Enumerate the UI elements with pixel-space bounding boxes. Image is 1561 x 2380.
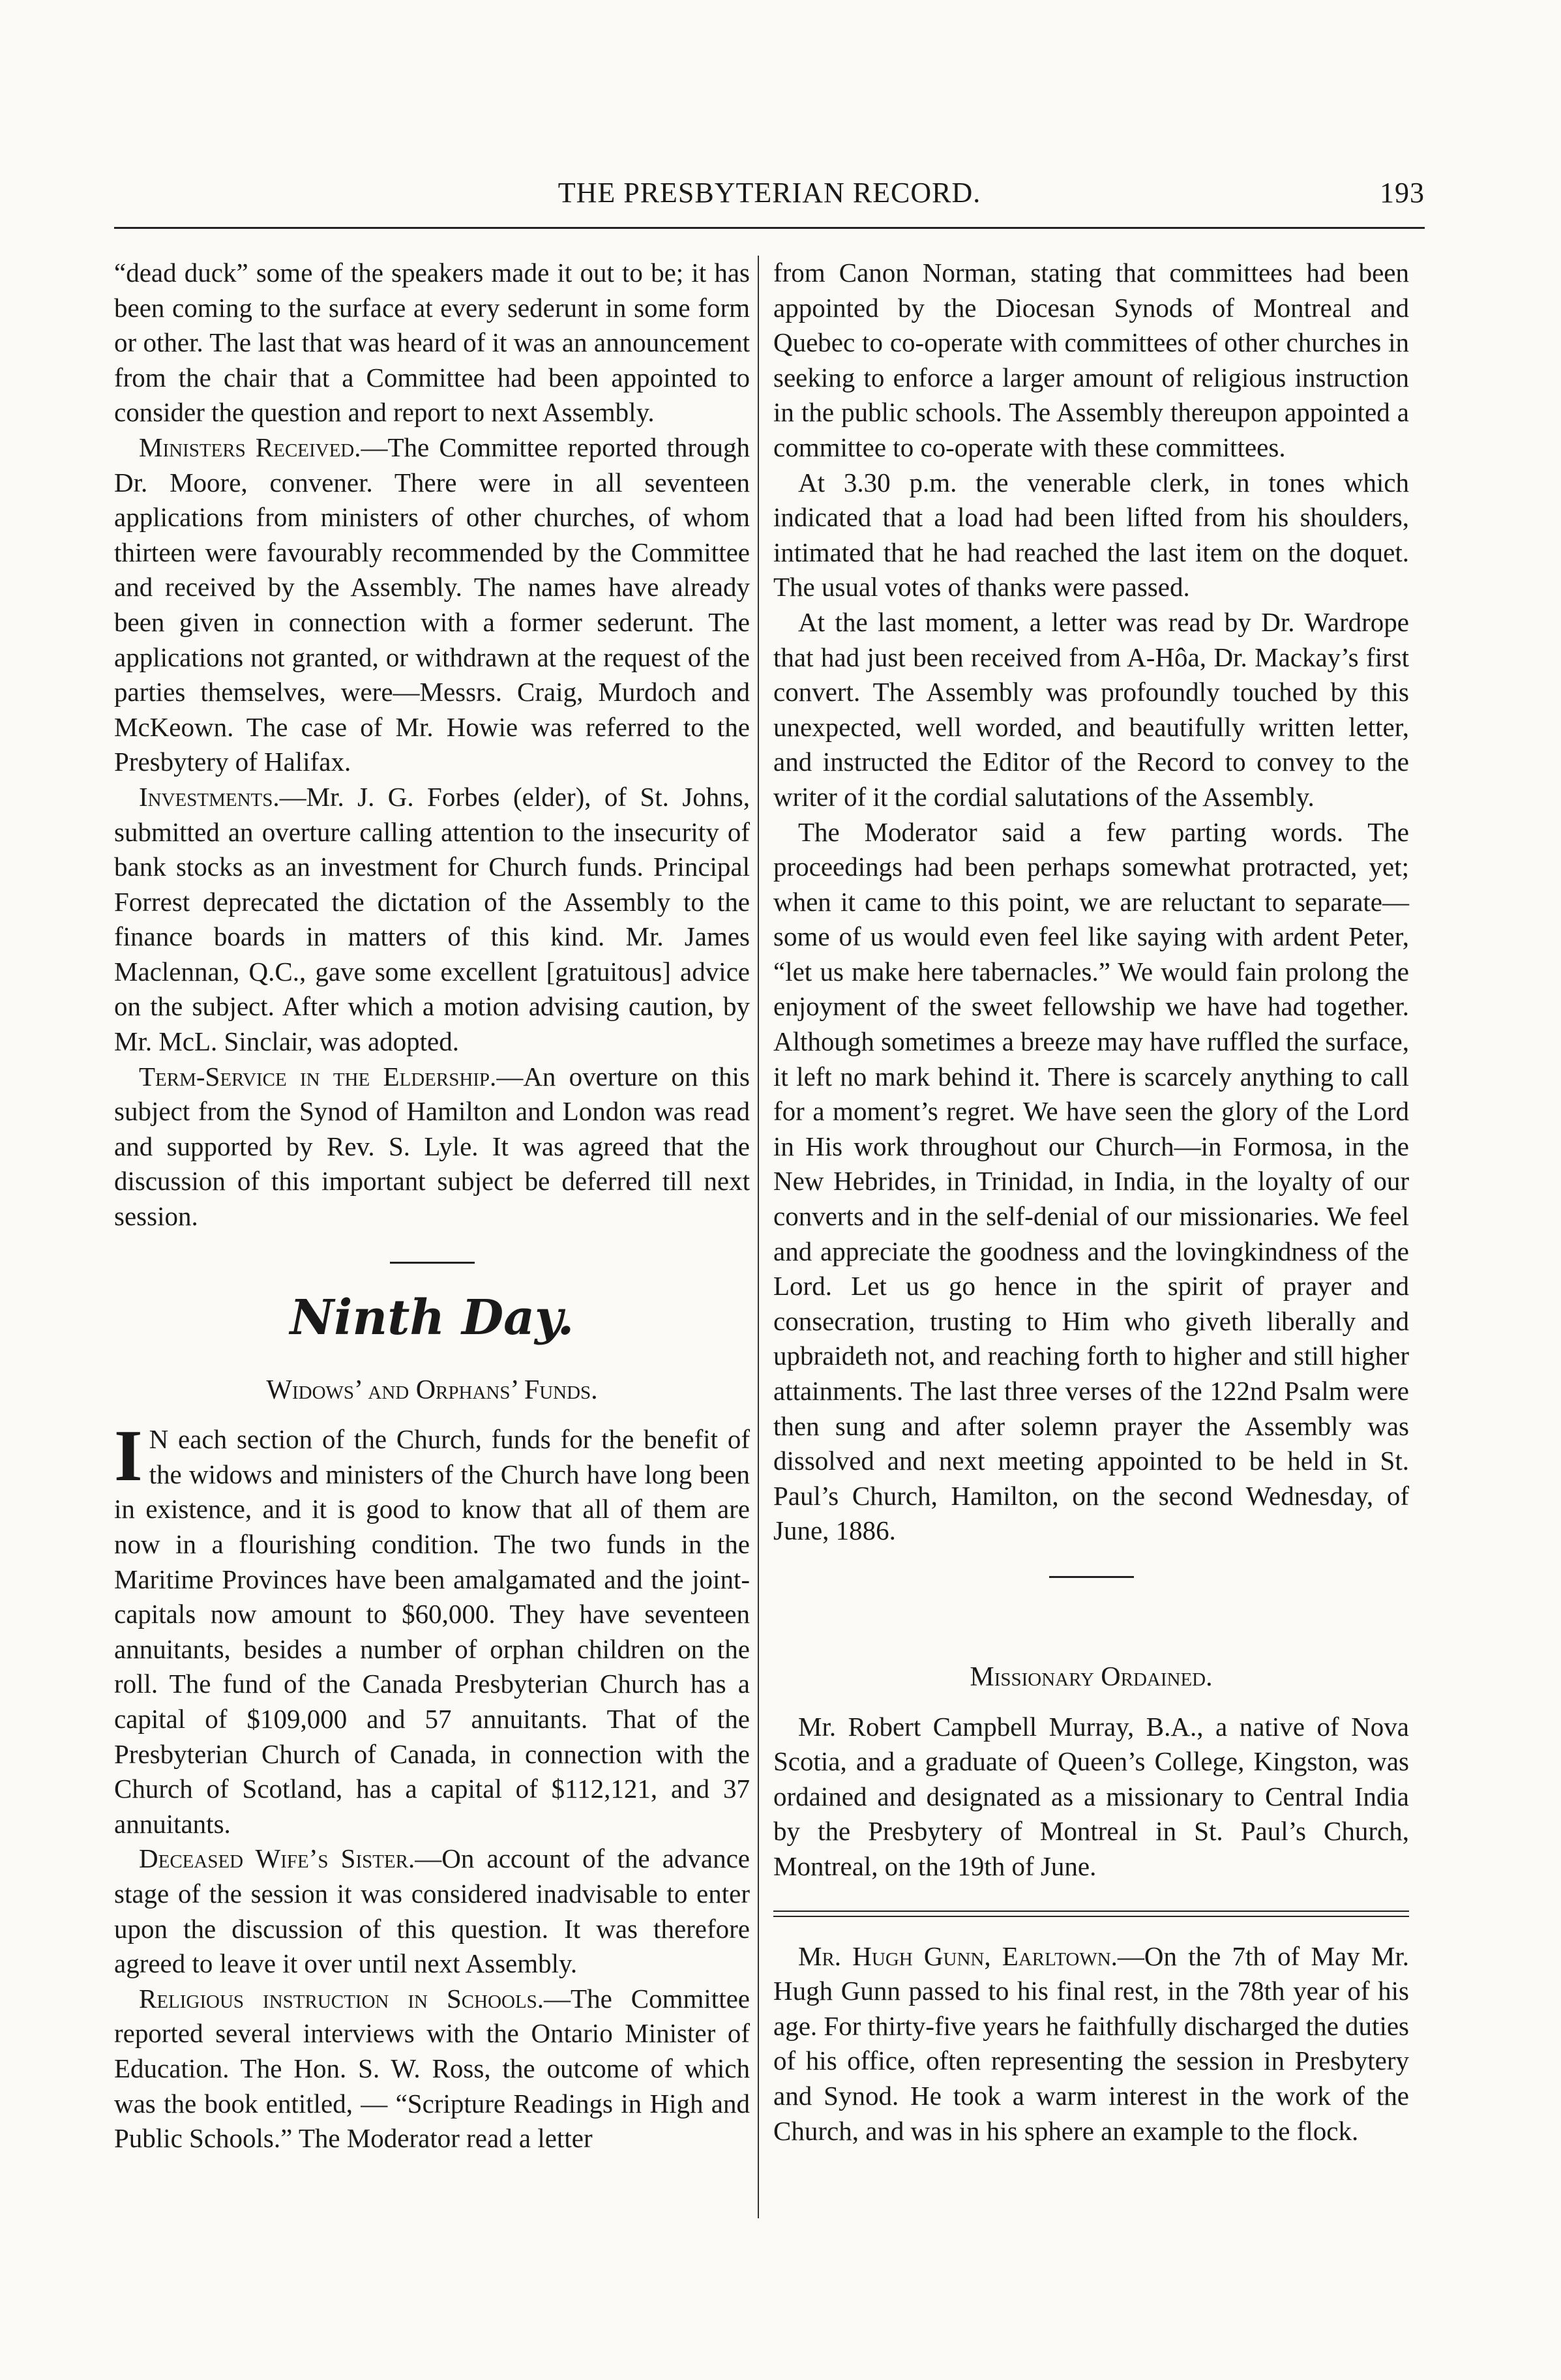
spacer	[773, 1603, 1409, 1648]
section-head: Mr. Hugh Gunn, Earltown.	[798, 1941, 1118, 1971]
paragraph-text: —On account of the advance stage of the session it was considered inadvisable to enter upon the discussion of this question. It was therefore agreed to leave it over until next Assembly.	[114, 1843, 750, 1979]
section-head: Deceased Wife’s Sister.	[139, 1843, 415, 1874]
missionary-ordained-paragraph: Mr. Robert Campbell Murray, B.A., a native of Nova Scotia, and a graduate of Queen’s College, Kingston, was ordained and designated as a missionary to Central India by the Presbytery of Montreal in St. Paul’s Church, Montreal, on the 19th of June.	[773, 1711, 1409, 1881]
letter-paragraph: At the last moment, a letter was read by Dr. Wardrope that had just been received from A-Hôa, Dr. Mackay’s first convert. The Assembly was profoundly touched by this unexpected, well worded, and beautifully written letter, and instructed the Editor of the Record to convey to the writer of it the cordial salutations of the Assembly.	[773, 606, 1409, 812]
column-divider	[758, 256, 759, 2218]
religious-instruction-paragraph	[114, 1982, 750, 2156]
closing-paragraph: At 3.30 p.m. the venerable clerk, in tones which indicated that a load had been lifted from his shoulders, intimated that he had reached the last item on the doquet. The usual votes of thanks were passed.	[773, 467, 1409, 602]
missionary-ordained-heading: Missionary Ordained.	[970, 1661, 1213, 1692]
widows-funds-heading: Widows’ and Orphans’ Funds.	[266, 1375, 598, 1405]
paragraph-text: —Mr. J. G. Forbes (elder), of St. Johns, submitted an overture calling attention to the insecurity of bank stocks as an investment for Church funds. Principal Forrest deprecated the dictation of the Assembly to the finance boards in matters of this kind. Mr. James Maclennan, Q.C., gave some excellent [gratuitous] advice on the subject. After which a motion advising caution, by Mr. McL. Sinclair, was adopted.	[114, 781, 750, 1057]
paragraph-text: —On the 7th of May Mr. Hugh Gunn passed to his final rest, in the 78th year of his age. For thirty-five years he faithfully discharged the duties of his office, often representing the session in Presbytery and Synod. He took a warm interest in the work of the Church, and was in his sphere an example to the flock.	[773, 1941, 1409, 2146]
journal-title: THE PRESBYTERIAN RECORD.	[558, 177, 981, 209]
day-heading: Ninth Day.	[290, 1289, 574, 1346]
section-head: Ministers Received.	[139, 432, 361, 462]
paragraph-text: —The Committee reported several interviews with the Ontario Minister of Education. The Hon. S. W. Ross, the outcome of which was the book entitled, — “Scripture Readings in High and Public Schools.” The Moderator read a letter	[114, 1983, 750, 2154]
widows-funds-paragraph	[114, 1416, 750, 1841]
deceased-wifes-sister-paragraph	[114, 1841, 750, 1981]
moderator-paragraph: The Moderator said a few parting words. The proceedings had been perhaps somewhat protracted, yet; when it came to this point, we are reluctant to separate—some of us would even feel like saying with ardent Peter, “let us make here tabernacles.” We would fain prolong the enjoyment of the sweet fellowship we have had together. Although sometimes a breeze may have ruffled the surface, it left no mark behind it. There is scarcely anything to call for a moment’s regret. We have seen the glory of the Lord in His work throughout our Church—in Formosa, in the New Hebrides, in Trinidad, in India, in the loyalty of our converts and in the self-denial of our missionaries. We feel and appreciate the goodness and the lovingkindness of the Lord. Let us go hence in the spirit of prayer and consecration, trusting to Him who giveth liberally and upbraideth not, and reaching forth to higher and still higher attainments. The last three verses of the 122nd Psalm were then sung and after solemn prayer the Assembly was dissolved and next meeting appointed to be held in St. Paul’s Church, Hamilton, on the second Wednesday, of June, 1886.	[773, 816, 1409, 1546]
term-service-paragraph	[114, 1060, 750, 1234]
right-paragraph-1: from Canon Norman, stating that committees had been appointed by the Diocesan Synods of Montreal and Quebec to co-operate with committees of other churches in seeking to enforce a larger amount of religious instruction in the public schools. The Assembly thereupon appointed a committee to co-operate with these committees.	[773, 258, 1409, 462]
right-column	[773, 256, 1409, 2149]
section-head: Religious instruction in Schools.	[139, 1983, 544, 2014]
section-head: Term-Service in the Eldership.	[139, 1061, 497, 1092]
section-divider	[1049, 1576, 1134, 1578]
header-rule	[114, 227, 1425, 229]
page-number: 193	[1380, 177, 1425, 209]
running-header	[114, 170, 1425, 215]
paragraph-text: —An overture on this subject from the Synod of Hamilton and London was read and supported by Rev. S. Lyle. It was agreed that the discussion of this important subject be deferred till next session.	[114, 1061, 750, 1232]
investments-paragraph	[114, 780, 750, 1060]
section-divider	[390, 1262, 475, 1264]
left-paragraph-1: “dead duck” some of the speakers made it out to be; it has been coming to the surface at every sederunt in some form or other. The last that was heard of it was an announcement from the chair that a Committee had been appointed to consider the question and report to next Assembly.	[114, 258, 750, 428]
paragraph-text: N each section of the Church, funds for the benefit of the widows and ministers of the Church have long been in existence, and it is good to know that all of them are now in a flourishing condition. The two funds in the Maritime Provinces have been amalgamated and the joint-capitals now amount to $60,000. They have seventeen annuitants, besides a number of orphan children on the roll. The fund of the Canada Presbyterian Church has a capital of $109,000 and 57 annuitants. That of the Presbyterian Church of Canada, in connection with the Church of Scotland, has a capital of $112,121, and 37 annuitants.	[114, 1424, 750, 1839]
obituary-paragraph	[773, 1939, 1409, 2149]
left-column	[114, 256, 750, 2156]
paragraph-text: —The Committee reported through Dr. Moore, convener. There were in all seventeen applications from ministers of other churches, of whom thirteen were favourably recommended by the Committee and received by the Assembly. The names have already been given in connection with a former sederunt. The applications not granted, or withdrawn at the request of the parties themselves, were—Messrs. Craig, Murdoch and McKeown. The case of Mr. Howie was referred to the Presbytery of Halifax.	[114, 432, 751, 777]
drop-cap: I	[114, 1416, 143, 1497]
section-head: Investments.	[139, 781, 280, 812]
ministers-received-paragraph	[114, 430, 750, 780]
double-rule	[773, 1911, 1409, 1917]
